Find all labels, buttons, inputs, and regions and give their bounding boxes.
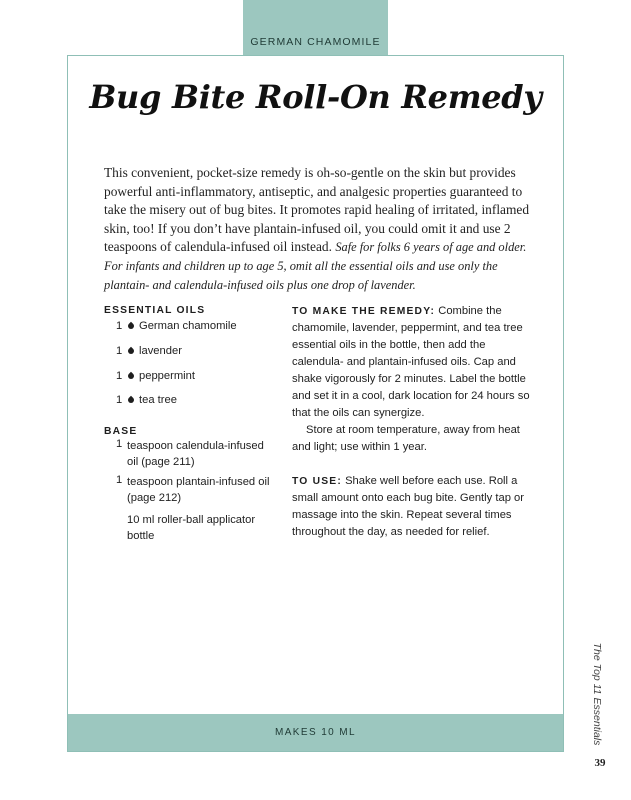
base-qty: 1 — [116, 474, 123, 486]
safety-note: Safe for folks 6 years of age and older. For infants and children up to age 5, omit all the essential oils and use only the plantain- and calendula-infused oils plus one drop of lavender. — [104, 240, 527, 292]
book-title-running-head — [590, 640, 604, 748]
yield-bar — [68, 714, 563, 751]
use-text: Shake well before each use. Roll a small amount onto each bug bite. Gently tap or massage into the skin. Repeat several times throughout the day, as needed for relief. — [292, 475, 524, 538]
base-text: teaspoon calendula-infused oil (page 211) — [127, 440, 264, 468]
recipe-card — [67, 55, 564, 752]
make-heading: TO MAKE THE REMEDY: — [292, 306, 436, 317]
drop-icon — [127, 372, 135, 380]
essential-oils-heading: ESSENTIAL OILS — [104, 305, 206, 316]
directions-column — [292, 303, 532, 541]
book-title: The Top 11 Essentials — [591, 642, 603, 746]
store-paragraph: Store at room temperature, away from heat and light; use within 1 year. — [292, 424, 520, 453]
make-text: Combine the chamomile, lavender, peppermint, and tea tree essential oils in the bottle, then add the calendula- and plantain-infused oils. Cap and shake vigorously for 2 minutes. Label the bottle and set it in a cool, dark location for 24 hours so that the oils can synergize. — [292, 305, 530, 419]
ingredient-qty: 1 — [116, 320, 123, 332]
ingredient-qty: 1 — [116, 345, 123, 357]
yield-label: MAKES 10 ML — [275, 727, 356, 738]
base-qty: 1 — [116, 438, 123, 450]
ingredient-qty: 1 — [116, 394, 123, 406]
drop-icon — [127, 322, 135, 330]
drop-icon — [127, 396, 135, 404]
ingredient-name: German chamomile — [139, 320, 237, 332]
intro-text: This convenient, pocket-size remedy is oh-so-gentle on the skin but provides powerful anti-inflammatory, antiseptic, and analgesic properties guaranteed to take the misery out of bug bites. It promotes rapid healing of irritated, inflamed skin, too! If you don’t have plantain-infused oil, you could omit it and use 2 teaspoons of calendula-infused oil instead. — [104, 165, 530, 255]
ingredient-qty: 1 — [116, 370, 123, 382]
ingredient-name: peppermint — [139, 370, 195, 382]
section-tab-label: GERMAN CHAMOMILE — [250, 36, 381, 48]
base-text: 10 ml roller-ball applicator bottle — [127, 514, 256, 542]
recipe-title: Bug Bite Roll-On Remedy — [89, 78, 542, 116]
ingredient-name: tea tree — [139, 394, 177, 406]
page-number: 39 — [594, 757, 606, 769]
use-heading: TO USE: — [292, 476, 342, 487]
intro-paragraph — [104, 164, 530, 294]
ingredient-name: lavender — [139, 345, 182, 357]
section-tab — [243, 0, 388, 55]
make-paragraph — [292, 303, 532, 422]
use-paragraph — [292, 473, 532, 541]
drop-icon — [127, 347, 135, 355]
base-heading: BASE — [104, 426, 138, 437]
base-text: teaspoon plantain-infused oil (page 212) — [127, 476, 270, 504]
